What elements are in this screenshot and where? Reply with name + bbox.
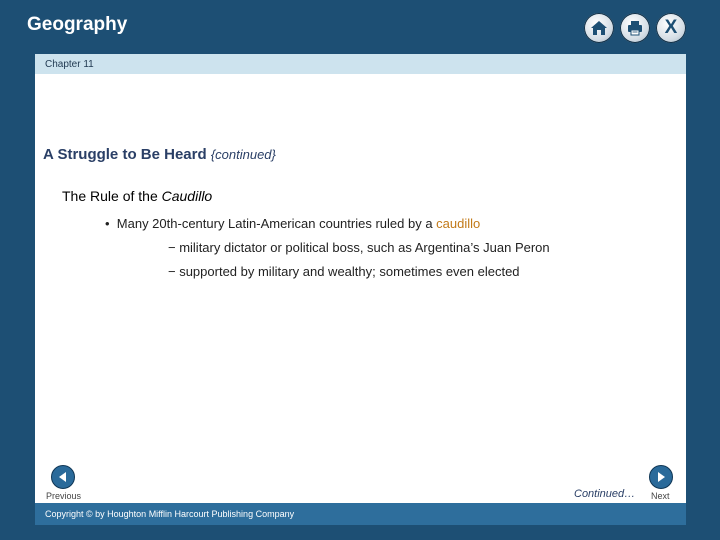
print-button[interactable] (620, 13, 650, 43)
arrow-right-icon (655, 471, 667, 483)
next-button[interactable] (649, 465, 673, 489)
bullet-marker: • (105, 216, 117, 231)
footer-bar (35, 503, 686, 525)
sub-point: − military dictator or political boss, such as Argentina’s Juan Peron (168, 240, 550, 255)
close-icon: X (664, 17, 678, 38)
slide-heading (43, 146, 276, 163)
chapter-bar (35, 54, 686, 74)
home-icon (590, 19, 608, 37)
heading-text: A Struggle to Be Heard (43, 146, 207, 163)
copyright-text: Copyright © by Houghton Mifflin Harcourt Publishing Company (45, 509, 295, 519)
chapter-label: Chapter 11 (45, 59, 94, 70)
subheading-prefix: The Rule of the (62, 188, 162, 204)
previous-label[interactable]: Previous (46, 491, 82, 501)
arrow-left-icon (57, 471, 69, 483)
home-button[interactable] (584, 13, 614, 43)
slide-content (35, 54, 686, 503)
subheading-term: Caudillo (161, 188, 213, 204)
subheading (62, 188, 212, 204)
sub-point: − supported by military and wealthy; sometimes even elected (168, 264, 520, 279)
heading-continued: {continued} (210, 147, 276, 162)
print-icon (626, 19, 644, 37)
next-label[interactable]: Next (651, 491, 670, 501)
bullet-prefix: Many 20th-century Latin-American countries ruled by a (116, 216, 437, 231)
close-button[interactable] (656, 13, 686, 43)
continued-label: Continued… (574, 488, 636, 500)
bullet-point (105, 216, 480, 231)
app-title: Geography (27, 14, 128, 35)
previous-button[interactable] (51, 465, 75, 489)
bullet-term: caudillo (436, 216, 481, 231)
